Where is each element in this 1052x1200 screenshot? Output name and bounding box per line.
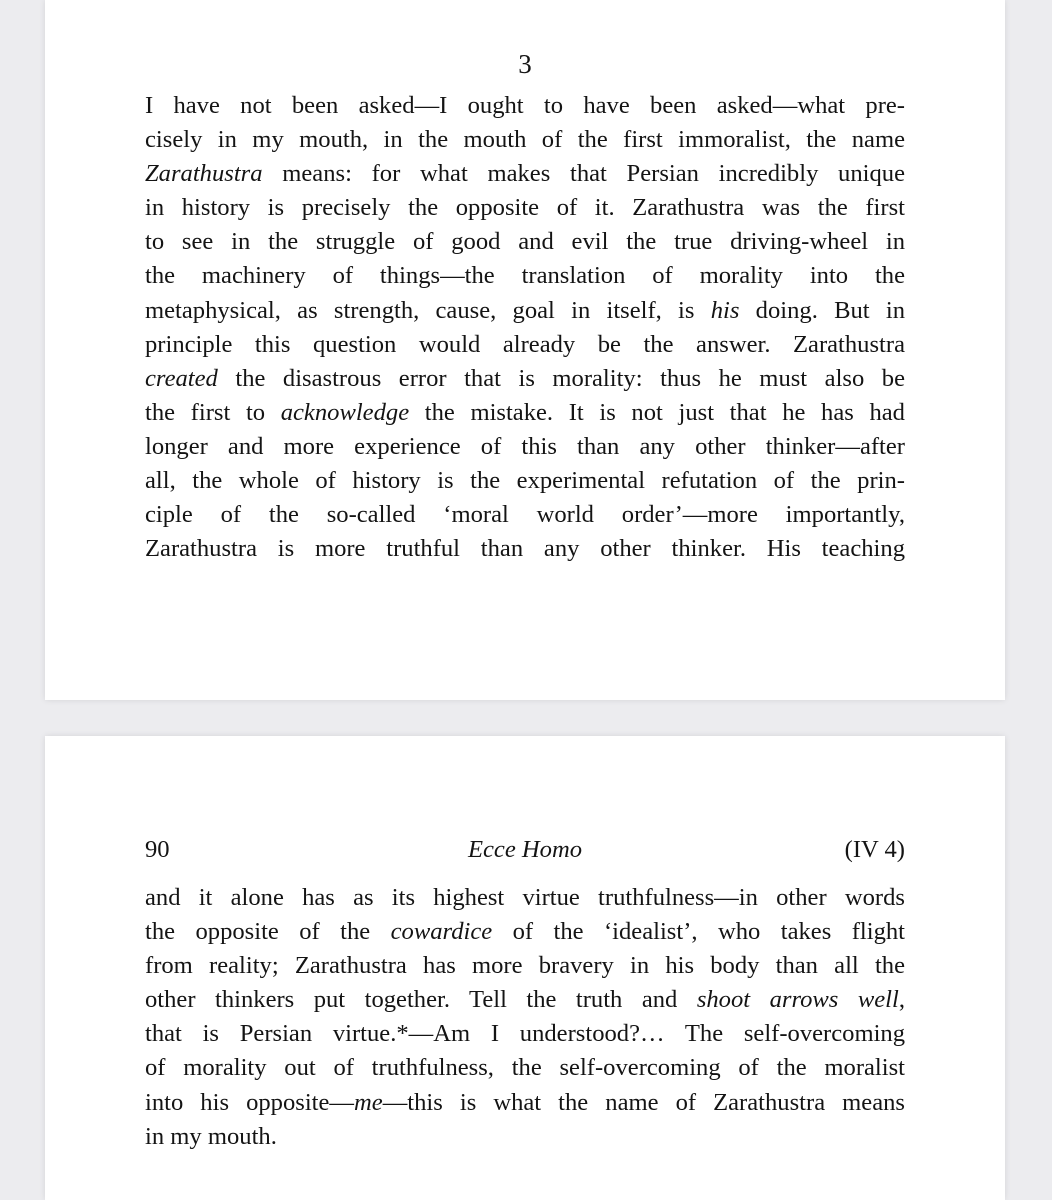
text-run: longer and more experience of this than any other thinker—after (145, 432, 905, 460)
text-run: metaphysical, as strength, cause, goal in itself, is (145, 296, 711, 324)
italic-text: Zarathustra (145, 160, 263, 188)
text-line (145, 1051, 905, 1085)
text-line (145, 915, 905, 949)
text-line (145, 949, 905, 983)
book-page-top (45, 0, 1005, 700)
running-head (145, 833, 905, 867)
text-run: the mistake. It is not just that he has had (409, 398, 905, 426)
text-run: cisely in my mouth, in the mouth of the first immoralist, the name (145, 126, 905, 154)
text-run: and it alone has as its highest virtue truthfulness—in other words (145, 884, 905, 911)
paragraph-bottom (145, 881, 905, 1154)
italic-text: acknowledge (280, 398, 410, 426)
text-line (145, 396, 905, 430)
text-run: —this is what the name of Zarathustra means (382, 1088, 905, 1116)
text-run: all, the whole of history is the experimental refutation of the prin- (145, 467, 905, 495)
text-run: other thinkers put together. Tell the truth and (145, 986, 697, 1014)
text-run: the first to (145, 398, 281, 426)
text-line (145, 498, 905, 532)
text-run: means: for what makes that Persian incredibly unique (262, 160, 905, 188)
text-run: the opposite of the (145, 918, 391, 946)
text-line (145, 1017, 905, 1051)
text-line (145, 1120, 905, 1154)
text-line (145, 259, 905, 293)
book-title: Ecce Homo (467, 836, 583, 863)
page-number: 90 (145, 836, 170, 863)
text-line (145, 191, 905, 225)
text-run: into his opposite— (145, 1088, 354, 1116)
text-run: ciple of the so-called ‘moral world order’—more importantly, (145, 501, 905, 529)
section-number: 3 (518, 49, 532, 79)
italic-text: me (354, 1088, 383, 1116)
text-line (145, 157, 905, 191)
text-line (145, 1086, 905, 1120)
text-line (145, 89, 905, 123)
text-line (145, 328, 905, 362)
paragraph-top (145, 89, 905, 566)
book-page-bottom (45, 736, 1005, 1200)
text-line (145, 225, 905, 259)
text-run: doing. But in (739, 296, 905, 324)
text-line (145, 532, 905, 566)
text-run: that is Persian virtue.*—Am I understood?… The self-overcoming (145, 1020, 905, 1048)
text-line (145, 294, 905, 328)
text-run: from reality; Zarathustra has more bravery in his body than all the (145, 952, 905, 980)
text-line (145, 881, 905, 915)
text-run: of the ‘idealist’, who takes flight (492, 918, 905, 946)
text-run: in my mouth. (145, 1122, 277, 1150)
text-line (145, 983, 905, 1017)
text-line (145, 430, 905, 464)
italic-text: his (710, 296, 740, 324)
text-run: I have not been asked—I ought to have been asked—what pre- (145, 92, 905, 119)
text-line (145, 464, 905, 498)
text-run: principle this question would already be the answer. Zarathustra (145, 330, 905, 358)
text-run: of morality out of truthfulness, the self-overcoming of the moralist (145, 1054, 905, 1082)
italic-text: cowardice (390, 918, 493, 946)
text-run: in history is precisely the opposite of it. Zarathustra was the first (145, 194, 905, 222)
text-run: the disastrous error that is morality: thus he must also be (217, 364, 905, 392)
text-run: the machinery of things—the translation of morality into the (145, 262, 905, 290)
text-run: to see in the struggle of good and evil the true driving-wheel in (145, 228, 905, 256)
text-line (145, 362, 905, 396)
italic-text: shoot arrows well (696, 986, 899, 1014)
text-run: , (898, 986, 905, 1014)
italic-text: created (145, 364, 218, 392)
section-reference: (IV 4) (844, 836, 905, 863)
text-run: Zarathustra is more truthful than any other thinker. His teaching (145, 535, 905, 563)
text-line (145, 123, 905, 157)
